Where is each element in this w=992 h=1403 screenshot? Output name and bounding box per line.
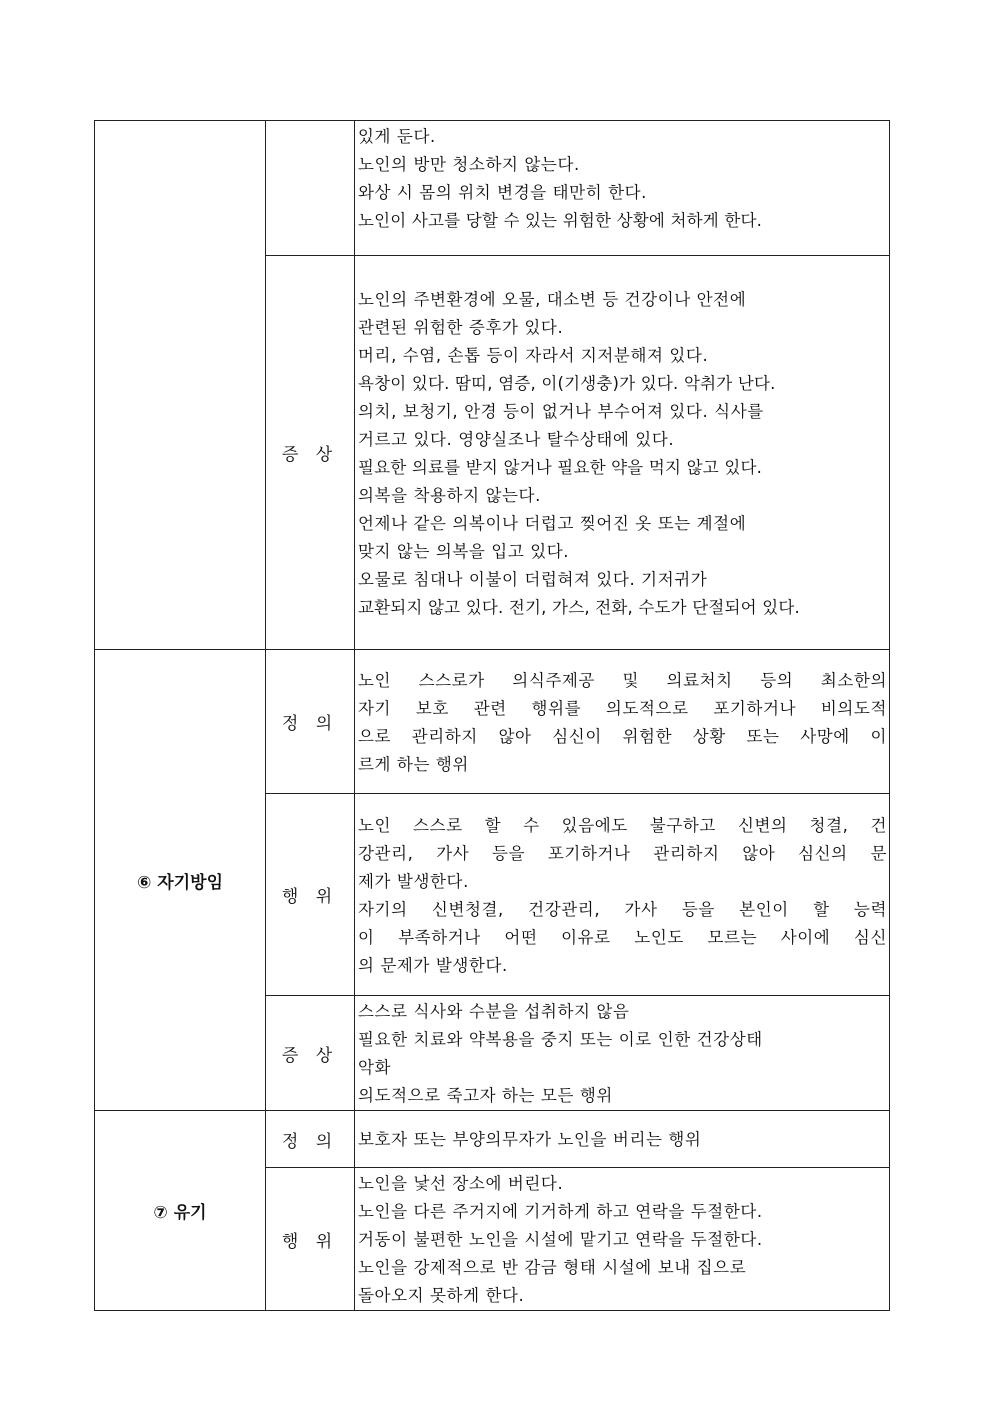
subcategory-cell-empty bbox=[266, 121, 355, 256]
text-line: 이 부족하거나 어떤 이유로 노인도 모르는 사이에 심신 bbox=[358, 927, 887, 947]
table-row bbox=[95, 121, 890, 256]
text-line: 돌아오지 못하게 한다. bbox=[358, 1286, 525, 1305]
text-line: 노인을 다른 주거지에 기거하게 하고 연락을 두절한다. bbox=[358, 1202, 763, 1221]
text-line: 악화 bbox=[358, 1058, 392, 1077]
text-line: 제가 발생한다. bbox=[358, 871, 469, 891]
behavior-text-self-neglect bbox=[355, 794, 890, 996]
abuse-type-table bbox=[94, 120, 890, 1311]
text-line: 자기의 신변청결, 건강관리, 가사 등을 본인이 할 능력 bbox=[358, 899, 887, 919]
symptom-text-neglect bbox=[355, 256, 890, 650]
text-line: 노인의 주변환경에 오물, 대소변 등 건강이나 안전에 bbox=[358, 289, 747, 309]
text-line: 욕창이 있다. 땀띠, 염증, 이(기생충)가 있다. 악취가 난다. bbox=[358, 373, 776, 393]
text-line: 필요한 치료와 약복용을 중지 또는 이로 인한 건강상태 bbox=[358, 1030, 763, 1049]
text-line: 관련된 위험한 증후가 있다. bbox=[358, 317, 564, 337]
text-line: 거동이 불편한 노인을 시설에 맡기고 연락을 두절한다. bbox=[358, 1230, 763, 1249]
symptom-text-self-neglect bbox=[355, 996, 890, 1111]
text-line: 보호자 또는 부양의무자가 노인을 버리는 행위 bbox=[358, 1130, 702, 1149]
category-label-abandonment: ⑦ 유기 bbox=[95, 1111, 266, 1311]
category-label-self-neglect: ⑥ 자기방임 bbox=[95, 650, 266, 1111]
table-row bbox=[95, 1111, 890, 1168]
definition-text-self-neglect bbox=[355, 650, 890, 794]
text-line: 스스로 식사와 수분을 섭취하지 않음 bbox=[358, 1002, 630, 1021]
behavior-text-neglect-continued bbox=[355, 121, 890, 256]
text-line: 노인 스스로가 의식주제공 및 의료처치 등의 최소한의 bbox=[358, 670, 887, 690]
text-line: 의치, 보청기, 안경 등이 없거나 부수어져 있다. 식사를 bbox=[358, 401, 764, 421]
text-line: 노인 스스로 할 수 있음에도 불구하고 신변의 청결, 건 bbox=[358, 815, 887, 835]
text-line: 의 문제가 발생한다. bbox=[358, 955, 508, 975]
text-line: 노인의 방만 청소하지 않는다. bbox=[358, 155, 580, 174]
subcategory-label-symptom: 증 상 bbox=[266, 996, 355, 1111]
text-line: 교환되지 않고 있다. 전기, 가스, 전화, 수도가 단절되어 있다. bbox=[358, 597, 800, 617]
text-line: 언제나 같은 의복이나 더럽고 찢어진 옷 또는 계절에 bbox=[358, 513, 747, 533]
table-row bbox=[95, 650, 890, 794]
subcategory-label-definition: 정 의 bbox=[266, 1111, 355, 1168]
text-line: 와상 시 몸의 위치 변경을 태만히 한다. bbox=[358, 183, 647, 202]
text-line: 오물로 침대나 이불이 더럽혀져 있다. 기저귀가 bbox=[358, 569, 708, 589]
text-line: 자기 보호 관련 행위를 의도적으로 포기하거나 비의도적 bbox=[358, 698, 887, 718]
text-line: 노인이 사고를 당할 수 있는 위험한 상황에 처하게 한다. bbox=[358, 211, 763, 230]
text-line: 르게 하는 행위 bbox=[358, 754, 469, 774]
category-cell-neglect-continued bbox=[95, 121, 266, 650]
text-line: 강관리, 가사 등을 포기하거나 관리하지 않아 심신의 문 bbox=[358, 843, 887, 863]
text-line: 거르고 있다. 영양실조나 탈수상태에 있다. bbox=[358, 429, 675, 449]
text-line: 의도적으로 죽고자 하는 모든 행위 bbox=[358, 1086, 613, 1105]
definition-text-abandonment bbox=[355, 1111, 890, 1168]
subcategory-label-behavior: 행 위 bbox=[266, 1168, 355, 1311]
subcategory-label-definition: 정 의 bbox=[266, 650, 355, 794]
subcategory-label-behavior: 행 위 bbox=[266, 794, 355, 996]
text-line: 필요한 의료를 받지 않거나 필요한 약을 먹지 않고 있다. bbox=[358, 457, 763, 477]
behavior-text-abandonment bbox=[355, 1168, 890, 1311]
text-line: 맞지 않는 의복을 입고 있다. bbox=[358, 541, 570, 561]
text-line: 머리, 수염, 손톱 등이 자라서 지저분해져 있다. bbox=[358, 345, 709, 365]
subcategory-label-symptom: 증 상 bbox=[266, 256, 355, 650]
text-line: 있게 둔다. bbox=[358, 127, 436, 146]
text-line: 노인을 낯선 장소에 버린다. bbox=[358, 1174, 564, 1193]
text-line: 노인을 강제적으로 반 감금 형태 시설에 보내 집으로 bbox=[358, 1258, 747, 1277]
text-line: 의복을 착용하지 않는다. bbox=[358, 485, 541, 505]
text-line: 으로 관리하지 않아 심신이 위험한 상황 또는 사망에 이 bbox=[358, 726, 887, 746]
